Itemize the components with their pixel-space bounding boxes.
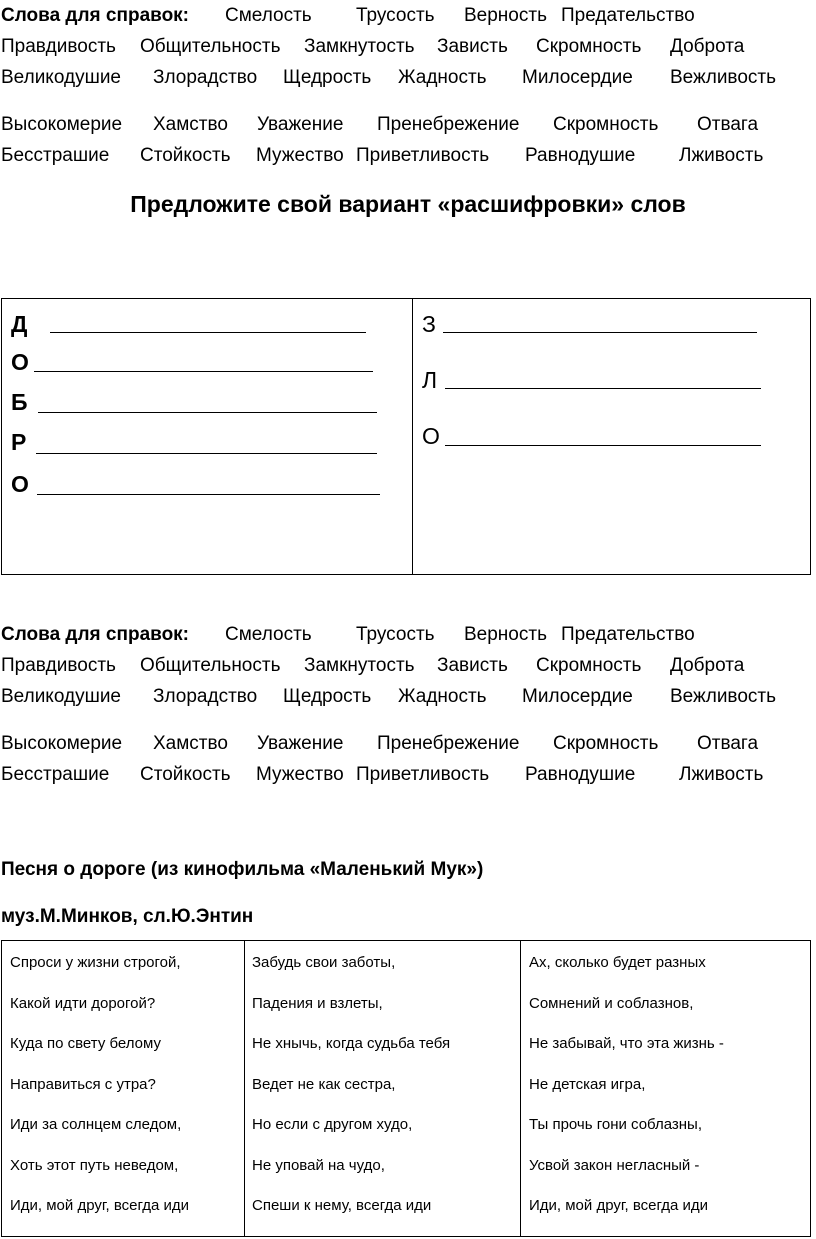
- lyric-line: Но если с другом худо,: [252, 1116, 413, 1133]
- lyric-line: Ах, сколько будет разных: [529, 954, 706, 971]
- reference-title: Слова для справок:: [1, 5, 190, 26]
- column-divider: [244, 941, 245, 1236]
- reference-line: [1, 619, 811, 650]
- lyric-line: Ты прочь гони соблазны,: [529, 1116, 703, 1133]
- reference-line: [1, 0, 811, 31]
- reference-word: Жадность: [398, 686, 487, 707]
- reference-word: Бесстрашие: [1, 145, 110, 166]
- reference-word: Стойкость: [140, 145, 231, 166]
- acrostic-letter: Д: [11, 311, 28, 337]
- reference-word: Уважение: [257, 114, 344, 135]
- reference-word: Верность: [464, 624, 547, 645]
- lyric-line: Какой идти дорогой?: [10, 995, 156, 1012]
- reference-word: Мужество: [256, 145, 344, 166]
- reference-word: Скромность: [536, 655, 642, 676]
- reference-word: Мужество: [256, 764, 344, 785]
- lyric-line: Усвой закон негласный -: [529, 1157, 700, 1174]
- reference-word: Милосердие: [522, 67, 633, 88]
- column-divider: [520, 941, 521, 1236]
- lyric-line: Не уповай на чудо,: [252, 1157, 385, 1174]
- reference-word: Хамство: [153, 733, 228, 754]
- answer-line[interactable]: [36, 453, 377, 454]
- reference-word: Великодушие: [1, 67, 121, 88]
- answer-line[interactable]: [38, 412, 377, 413]
- reference-word: Доброта: [670, 36, 745, 57]
- acrostic-letter: Р: [11, 429, 27, 455]
- reference-word: Равнодушие: [525, 764, 636, 785]
- acrostic-letter: О: [11, 349, 29, 375]
- reference-word: Скромность: [553, 114, 659, 135]
- acrostic-letter: Б: [11, 389, 28, 415]
- reference-line: [1, 681, 811, 712]
- lyric-line: Иди за солнцем следом,: [10, 1116, 182, 1133]
- song-title: Песня о дороге (из кинофильма «Маленький Мук»): [1, 859, 484, 880]
- grid-divider: [412, 299, 413, 574]
- reference-block-bottom: [1, 619, 811, 790]
- lyric-line: Спроси у жизни строгой,: [10, 954, 181, 971]
- reference-word: Правдивость: [1, 36, 116, 57]
- reference-word: Пренебрежение: [377, 114, 520, 135]
- reference-line: [1, 728, 811, 759]
- acrostic-letter: О: [422, 423, 440, 449]
- answer-line[interactable]: [37, 494, 380, 495]
- reference-word: Уважение: [257, 733, 344, 754]
- reference-block-top: [1, 0, 811, 171]
- reference-word: Высокомерие: [1, 114, 123, 135]
- song-credits: муз.М.Минков, сл.Ю.Энтин: [1, 906, 254, 927]
- answer-line[interactable]: [445, 445, 761, 446]
- lyric-line: Иди, мой друг, всегда иди: [529, 1197, 709, 1214]
- reference-word: Смелость: [225, 5, 312, 26]
- acrostic-letter: Л: [422, 367, 438, 393]
- reference-word: Скромность: [536, 36, 642, 57]
- song-lyrics-table: [1, 940, 811, 1237]
- reference-word: Правдивость: [1, 655, 116, 676]
- reference-word: Высокомерие: [1, 733, 123, 754]
- lyric-line: Сомнений и соблазнов,: [529, 995, 694, 1012]
- reference-word: Лживость: [679, 764, 764, 785]
- reference-word: Смелость: [225, 624, 312, 645]
- reference-word: Великодушие: [1, 686, 121, 707]
- reference-word: Замкнутость: [304, 655, 415, 676]
- answer-line[interactable]: [443, 332, 757, 333]
- lyric-line: Иди, мой друг, всегда иди: [10, 1197, 190, 1214]
- lyric-line: Ведет не как сестра,: [252, 1076, 396, 1093]
- reference-word: Равнодушие: [525, 145, 636, 166]
- reference-line: [1, 759, 811, 790]
- answer-line[interactable]: [50, 332, 366, 333]
- reference-word: Стойкость: [140, 764, 231, 785]
- reference-word: Злорадство: [153, 686, 258, 707]
- lyric-line: Падения и взлеты,: [252, 995, 383, 1012]
- reference-word: Милосердие: [522, 686, 633, 707]
- reference-word: Лживость: [679, 145, 764, 166]
- reference-line: [1, 31, 811, 62]
- reference-word: Зависть: [437, 655, 508, 676]
- reference-word: Пренебрежение: [377, 733, 520, 754]
- reference-line: [1, 140, 811, 171]
- lyric-line: Спеши к нему, всегда иди: [252, 1197, 432, 1214]
- reference-word: Скромность: [553, 733, 659, 754]
- reference-word: Бесстрашие: [1, 764, 110, 785]
- lyric-line: Не хнычь, когда судьба тебя: [252, 1035, 451, 1052]
- acrostic-letter: О: [11, 471, 29, 497]
- lyric-line: Забудь свои заботы,: [252, 954, 396, 971]
- reference-title: Слова для справок:: [1, 624, 190, 645]
- reference-word: Отвага: [697, 733, 759, 754]
- reference-word: Общительность: [140, 36, 281, 57]
- reference-word: Предательство: [561, 624, 695, 645]
- reference-word: Приветливость: [356, 764, 490, 785]
- reference-word: Доброта: [670, 655, 745, 676]
- reference-word: Зависть: [437, 36, 508, 57]
- reference-word: Злорадство: [153, 67, 258, 88]
- reference-word: Предательство: [561, 5, 695, 26]
- reference-word: Общительность: [140, 655, 281, 676]
- acrostic-grid: [1, 298, 811, 575]
- reference-word: Замкнутость: [304, 36, 415, 57]
- answer-line[interactable]: [34, 371, 373, 372]
- reference-word: Щедрость: [283, 686, 372, 707]
- lyric-line: Куда по свету белому: [10, 1035, 161, 1052]
- reference-word: Трусость: [356, 624, 435, 645]
- answer-line[interactable]: [445, 388, 761, 389]
- reference-line: [1, 62, 811, 93]
- lyric-line: Не детская игра,: [529, 1076, 646, 1093]
- task-heading: Предложите свой вариант «расшифровки» слов: [130, 191, 686, 217]
- reference-word: Вежливость: [670, 67, 776, 88]
- reference-line: [1, 109, 811, 140]
- reference-line: [1, 650, 811, 681]
- lyric-line: Направиться с утра?: [10, 1076, 156, 1093]
- acrostic-letter: З: [422, 311, 436, 337]
- lyric-line: Хоть этот путь неведом,: [10, 1157, 179, 1174]
- reference-word: Верность: [464, 5, 547, 26]
- reference-word: Приветливость: [356, 145, 490, 166]
- reference-word: Вежливость: [670, 686, 776, 707]
- reference-word: Щедрость: [283, 67, 372, 88]
- reference-word: Отвага: [697, 114, 759, 135]
- reference-word: Трусость: [356, 5, 435, 26]
- reference-word: Жадность: [398, 67, 487, 88]
- lyric-line: Не забывай, что эта жизнь -: [529, 1035, 724, 1052]
- reference-word: Хамство: [153, 114, 228, 135]
